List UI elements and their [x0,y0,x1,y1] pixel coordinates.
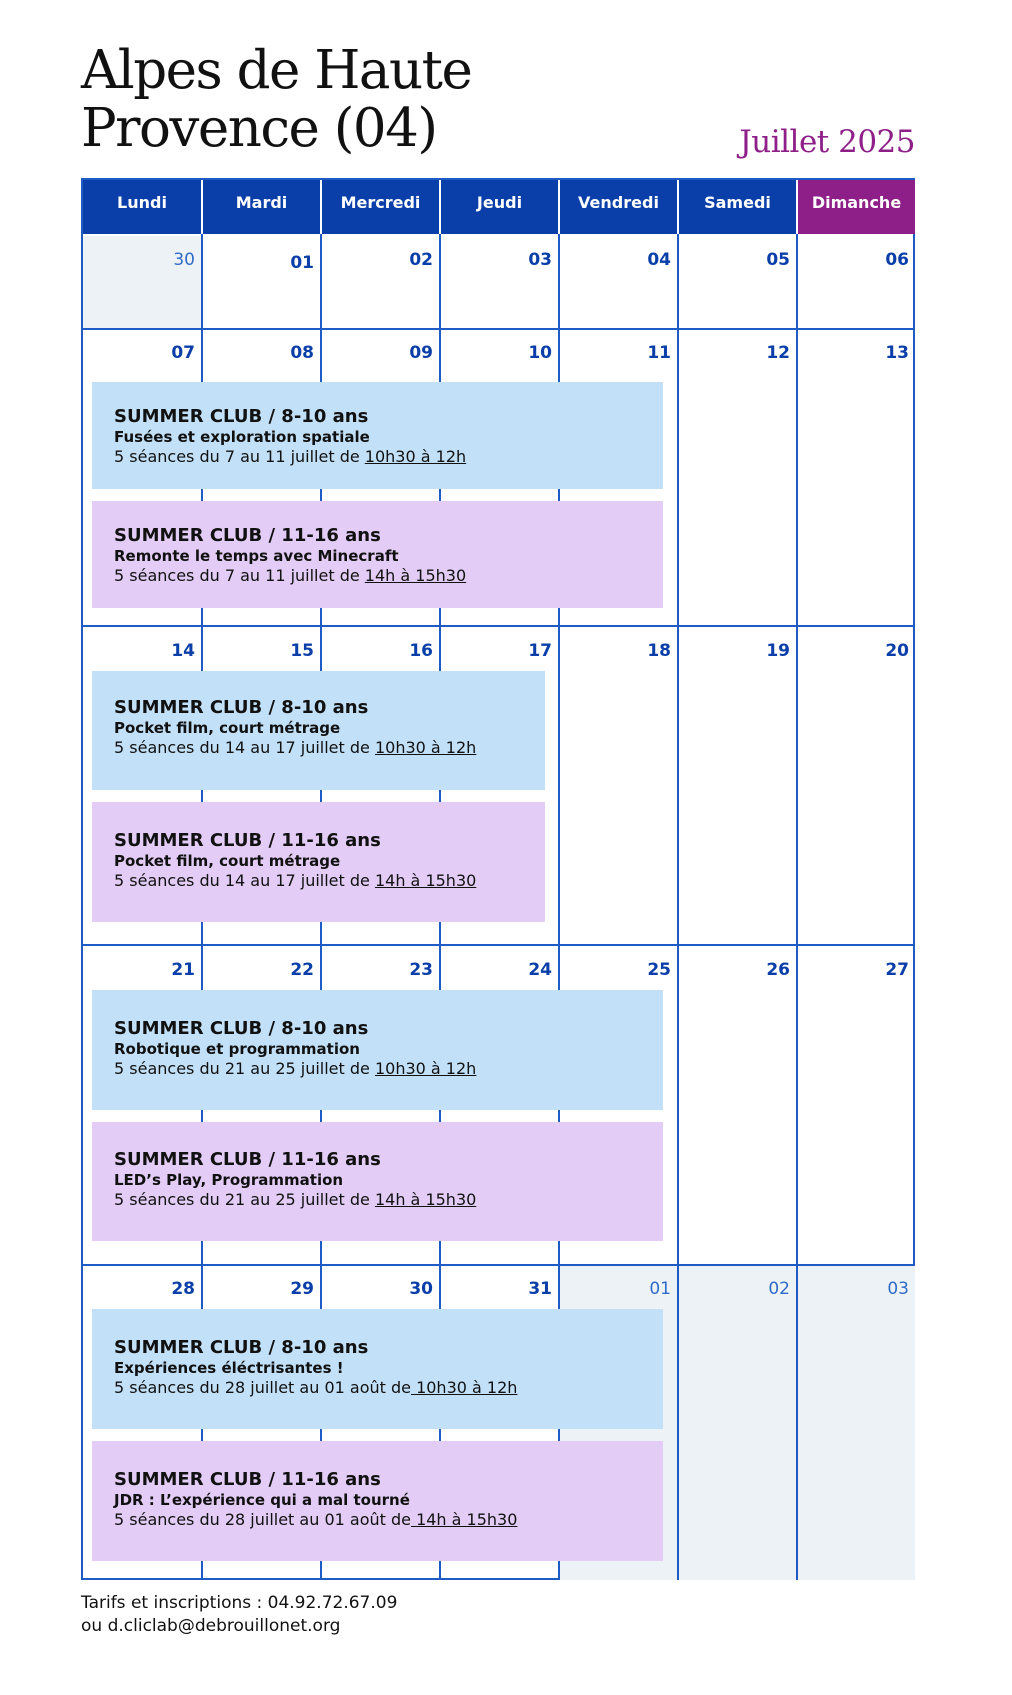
event-card-week4-teens[interactable] [92,1122,663,1241]
day-number: 08 [290,343,314,363]
header-vendredi: Vendredi [560,180,679,234]
event-dates: 5 séances du 14 au 17 juillet de [114,738,375,757]
day-number: 03 [887,1279,909,1299]
event-card-week2-kids[interactable] [92,382,663,489]
header-dimanche: Dimanche [798,180,915,234]
contact-footer [81,1592,397,1638]
event-dates: 5 séances du 7 au 11 juillet de [114,566,365,585]
day-number: 15 [290,641,314,661]
day-number: 30 [173,250,195,270]
day-number: 04 [647,250,671,270]
day-number: 09 [409,343,433,363]
event-time: 10h30 à 12h [364,447,467,466]
event-title: SUMMER CLUB / 8-10 ans [114,1018,369,1039]
day-number: 28 [171,1279,195,1299]
event-card-week4-kids[interactable] [92,990,663,1110]
event-title: SUMMER CLUB / 8-10 ans [114,697,369,718]
day-number: 14 [171,641,195,661]
footer-email[interactable]: ou d.cliclab@debrouillonet.org [81,1616,341,1636]
day-number: 20 [885,641,909,661]
day-number: 26 [766,960,790,980]
event-title: SUMMER CLUB / 8-10 ans [114,406,369,427]
event-description [114,738,545,758]
day-number: 22 [290,960,314,980]
day-number: 03 [528,250,552,270]
header-lundi: Lundi [83,180,203,234]
grid-hline [83,944,915,946]
event-subtitle: JDR : L’expérience qui a mal tourné [114,1491,410,1509]
event-title: SUMMER CLUB / 8-10 ans [114,1337,369,1358]
day-number: 30 [409,1279,433,1299]
day-number: 17 [528,641,552,661]
event-card-week3-kids[interactable] [92,671,545,790]
day-number: 13 [885,343,909,363]
day-number: 10 [528,343,552,363]
event-time: 14h à 15h30 [374,1190,477,1209]
day-number: 01 [649,1279,671,1299]
event-time: 10h30 à 12h [410,1378,518,1397]
month-label: Juillet 2025 [739,124,915,160]
title-line-2: Provence (04) [81,98,437,159]
event-time: 10h30 à 12h [374,738,477,757]
page-title [81,42,471,158]
event-description [114,566,663,586]
event-subtitle: LED’s Play, Programmation [114,1171,344,1189]
day-number: 02 [409,250,433,270]
title-line-1: Alpes de Haute [81,40,472,101]
event-description [114,1378,663,1398]
grid-vline [796,234,798,1580]
day-number: 01 [290,253,314,273]
day-number: 21 [171,960,195,980]
event-description [114,1059,663,1079]
header-samedi: Samedi [679,180,798,234]
event-subtitle: Remonte le temps avec Minecraft [114,547,399,565]
header-jeudi: Jeudi [441,180,560,234]
event-title: SUMMER CLUB / 11-16 ans [114,1149,381,1170]
event-time: 14h à 15h30 [374,871,477,890]
day-number: 23 [409,960,433,980]
event-subtitle: Robotique et programmation [114,1040,360,1058]
header-mardi: Mardi [203,180,322,234]
event-dates: 5 séances du 7 au 11 juillet de [114,447,365,466]
grid-hline [83,1264,915,1266]
event-time: 14h à 15h30 [410,1510,518,1529]
grid-vline [677,234,679,1580]
day-number: 12 [766,343,790,363]
event-dates: 5 séances du 28 juillet au 01 août de [114,1378,411,1397]
event-subtitle: Pocket film, court métrage [114,852,341,870]
day-number: 02 [768,1279,790,1299]
header-mercredi: Mercredi [322,180,441,234]
event-card-week2-teens[interactable] [92,501,663,608]
day-number: 18 [647,641,671,661]
event-card-week5-kids[interactable] [92,1309,663,1429]
event-time: 10h30 à 12h [374,1059,477,1078]
grid-hline [83,328,915,330]
event-card-week5-teens[interactable] [92,1441,663,1561]
event-subtitle: Expériences éléctrisantes ! [114,1359,344,1377]
event-card-week3-teens[interactable] [92,802,545,922]
calendar-grid [81,178,915,1580]
event-description [114,447,663,467]
day-number: 31 [528,1279,552,1299]
event-description [114,871,545,891]
footer-phone[interactable]: Tarifs et inscriptions : 04.92.72.67.09 [81,1593,398,1613]
day-number: 27 [885,960,909,980]
event-subtitle: Pocket film, court métrage [114,719,341,737]
day-number: 24 [528,960,552,980]
day-number: 07 [171,343,195,363]
day-number: 05 [766,250,790,270]
event-description [114,1510,663,1530]
day-number: 29 [290,1279,314,1299]
event-dates: 5 séances du 14 au 17 juillet de [114,871,375,890]
event-dates: 5 séances du 28 juillet au 01 août de [114,1510,411,1529]
event-title: SUMMER CLUB / 11-16 ans [114,830,381,851]
event-description [114,1190,663,1210]
event-dates: 5 séances du 21 au 25 juillet de [114,1059,375,1078]
day-number: 25 [647,960,671,980]
day-number: 19 [766,641,790,661]
event-title: SUMMER CLUB / 11-16 ans [114,1469,381,1490]
event-title: SUMMER CLUB / 11-16 ans [114,525,381,546]
day-number: 11 [647,343,671,363]
event-time: 14h à 15h30 [364,566,467,585]
day-number: 06 [885,250,909,270]
grid-hline [83,625,915,627]
day-number: 16 [409,641,433,661]
event-subtitle: Fusées et exploration spatiale [114,428,370,446]
event-dates: 5 séances du 21 au 25 juillet de [114,1190,375,1209]
